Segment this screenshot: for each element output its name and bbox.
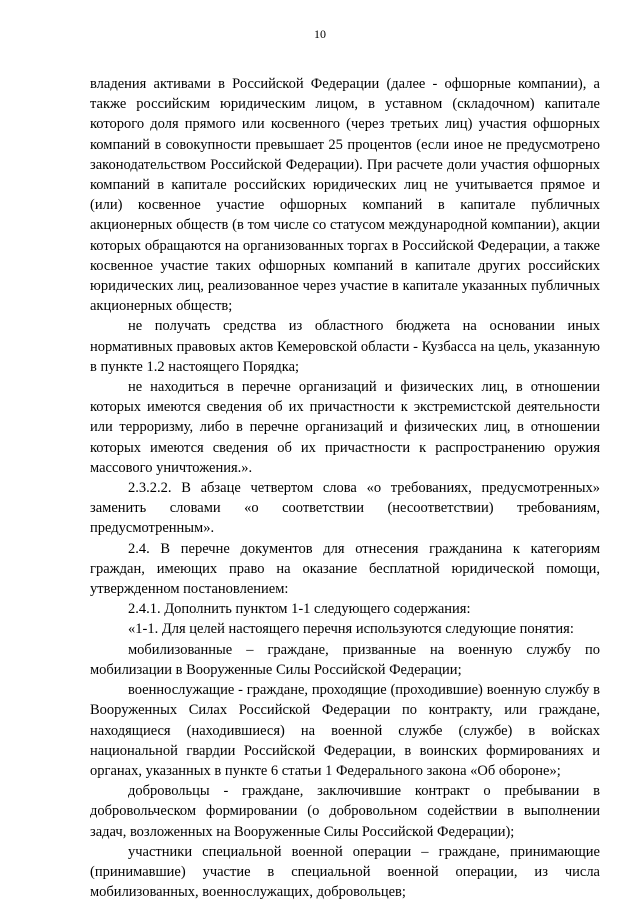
paragraph-not-in-extremism-list: не находиться в перечне организаций и физических лиц, в отношении которых имеются сведения об их причастности к экстремистской деятельности или терроризму, либо в перечне организаций и физических лиц, в отношении которых имеются сведения об их причастности к распространению оружия массового уничтожения.».	[90, 379, 600, 476]
paragraph-2-4-1: 2.4.1. Дополнить пунктом 1-1 следующего содержания:	[128, 601, 471, 618]
paragraph-definition-servicemen: военнослужащие - граждане, проходящие (проходившие) военную службу в Вооруженных Силах Российской Федерации по контракту, или граждане, находящиеся (находившиеся) на военной службе (службе) в войсках национальной гвардии Российской Федерации, в воинских формированиях и органах, указанных в пункте 6 статьи 1 Федерального закона «Об обороне»;	[90, 682, 600, 779]
paragraph-definition-volunteers: добровольцы - граждане, заключившие контракт о пребывании в добровольческом формировании (о добровольном содействии в выполнении задач, возложенных на Вооруженные Силы Российской Федерации);	[90, 783, 600, 840]
paragraph-2-4: 2.4. В перечне документов для отнесения гражданина к категориям граждан, имеющих право на оказание бесплатной юридической помощи, утвержденном постановлением:	[90, 540, 600, 598]
paragraph-no-regional-budget-funds: не получать средства из областного бюджета на основании иных нормативных правовых актов Кемеровской области - Кузбасса на цель, указанную в пункте 1.2 настоящего Порядка;	[90, 318, 600, 375]
paragraph-definition-mobilized: мобилизованные – граждане, призванные на военную службу по мобилизации в Вооруженные Силы Российской Федерации;	[90, 641, 600, 678]
paragraph-2-3-2-2: 2.3.2.2. В абзаце четвертом слова «о требованиях, предусмотренных» заменить словами «о соответствии (несоответствии) требованиям, предусмотренным».	[90, 480, 600, 537]
paragraph-offshore-companies: владения активами в Российской Федерации (далее - офшорные компании), а также российским юридическим лицом, в уставном (складочном) капитале которого доля прямого или косвенного (через третьих лиц) участия офшорных компаний в совокупности превышает 25 процентов (если иное не предусмотрено законодательством Российской Федерации). При расчете доли участия офшорных компаний в капитале российских юридических лиц не учитывается прямое и (или) косвенное участие офшорных компаний в капитале публичных акционерных обществ (в том числе со статусом международной компании), акции которых обращаются на организованных торгах в Российской Федерации, а также косвенное участие таких офшорных компаний в капитале других российских юридических лиц, реализованное через участие в капитале указанных публичных акционерных обществ;	[90, 76, 600, 315]
document-body	[90, 74, 600, 902]
paragraph-definition-svo-participants: участники специальной военной операции – граждане, принимающие (принимавшие) участие в специальной военной операции, из числа мобилизованных, военнослужащих, добровольцев;	[90, 843, 600, 901]
page-number: 10	[314, 27, 326, 41]
paragraph-1-1-definitions: «1-1. Для целей настоящего перечня используются следующие понятия:	[128, 621, 574, 638]
